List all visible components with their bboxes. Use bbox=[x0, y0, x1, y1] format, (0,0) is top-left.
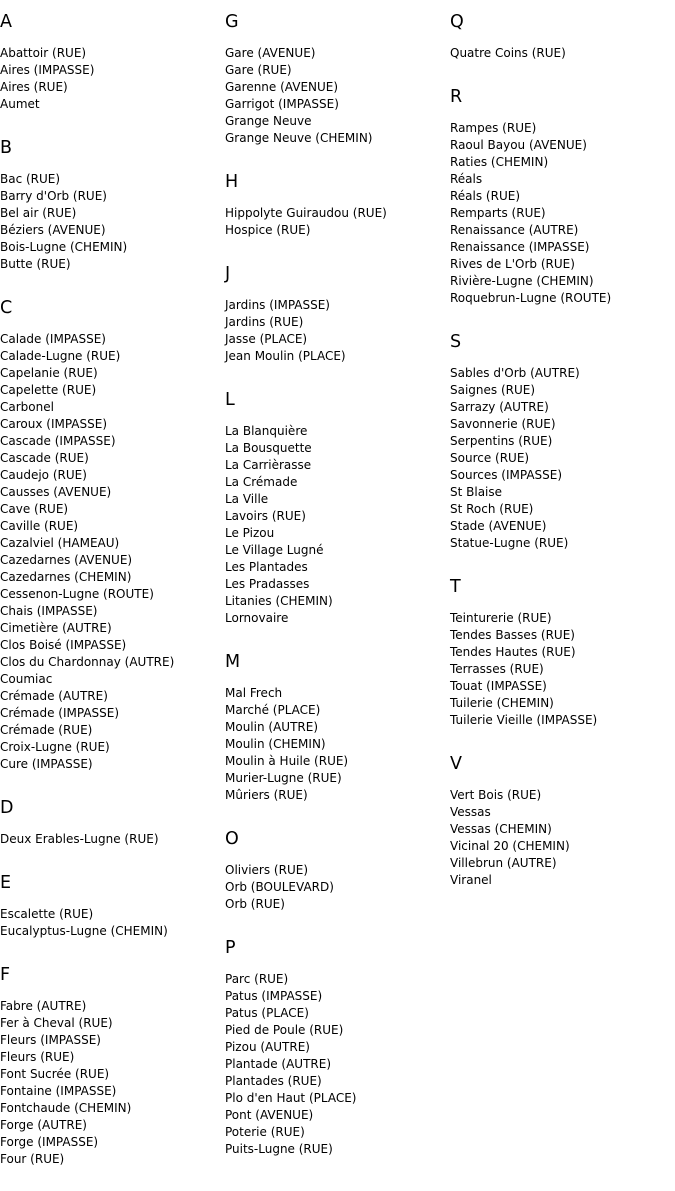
street-item: Sarrazy (AUTRE) bbox=[450, 400, 549, 414]
street-item: Serpentins (RUE) bbox=[450, 434, 553, 448]
street-list bbox=[0, 171, 225, 273]
street-item: Touat (IMPASSE) bbox=[450, 679, 547, 693]
letter-section bbox=[450, 575, 675, 729]
street-item: Plantades (RUE) bbox=[225, 1074, 322, 1088]
street-item: Pizou (AUTRE) bbox=[225, 1040, 310, 1054]
letter-section bbox=[0, 136, 225, 273]
letter-section bbox=[225, 262, 450, 365]
street-item: Bac (RUE) bbox=[0, 172, 61, 186]
letter-heading: A bbox=[0, 12, 12, 32]
street-item: La Blanquière bbox=[225, 424, 308, 438]
letter-heading: R bbox=[450, 87, 463, 107]
street-item: Patus (IMPASSE) bbox=[225, 989, 323, 1003]
street-list bbox=[450, 120, 675, 307]
street-list bbox=[225, 205, 450, 239]
street-list bbox=[0, 998, 225, 1168]
street-item: Moulin (CHEMIN) bbox=[225, 737, 326, 751]
street-item: Rives de L'Orb (RUE) bbox=[450, 257, 575, 271]
street-item: Patus (PLACE) bbox=[225, 1006, 309, 1020]
street-list bbox=[225, 45, 450, 147]
letter-heading: Q bbox=[450, 12, 464, 32]
street-item: Croix-Lugne (RUE) bbox=[0, 740, 110, 754]
street-item: Caville (RUE) bbox=[0, 519, 79, 533]
street-item: Clos Boisé (IMPASSE) bbox=[0, 638, 127, 652]
street-item: Statue-Lugne (RUE) bbox=[450, 536, 569, 550]
street-item: Gare (AVENUE) bbox=[225, 46, 316, 60]
street-item: Saignes (RUE) bbox=[450, 383, 536, 397]
street-item: Le Pizou bbox=[225, 526, 275, 540]
letter-heading: L bbox=[225, 390, 235, 410]
street-item: Lavoirs (RUE) bbox=[225, 509, 306, 523]
letter-section bbox=[0, 963, 225, 1168]
street-item: Moulin (AUTRE) bbox=[225, 720, 318, 734]
letter-section bbox=[450, 10, 675, 62]
letter-section bbox=[225, 936, 450, 1158]
street-item: Gare (RUE) bbox=[225, 63, 292, 77]
street-item: Raties (CHEMIN) bbox=[450, 155, 549, 169]
street-column-1 bbox=[0, 10, 225, 1191]
street-item: Renaissance (AUTRE) bbox=[450, 223, 579, 237]
street-item: Fontchaude (CHEMIN) bbox=[0, 1101, 132, 1115]
street-item: Deux Erables-Lugne (RUE) bbox=[0, 832, 159, 846]
street-item: Plantade (AUTRE) bbox=[225, 1057, 332, 1071]
street-item: Réals bbox=[450, 172, 483, 186]
street-item: Parc (RUE) bbox=[225, 972, 289, 986]
street-item: Fleurs (IMPASSE) bbox=[0, 1033, 101, 1047]
letter-section bbox=[225, 650, 450, 804]
street-item: Teinturerie (RUE) bbox=[450, 611, 552, 625]
street-item: Jean Moulin (PLACE) bbox=[225, 349, 346, 363]
letter-heading: M bbox=[225, 652, 241, 672]
street-item: Mûriers (RUE) bbox=[225, 788, 308, 802]
letter-heading: D bbox=[0, 798, 14, 818]
street-item: Cazedarnes (AVENUE) bbox=[0, 553, 133, 567]
street-list bbox=[450, 45, 675, 62]
letter-section bbox=[450, 330, 675, 552]
street-item: Orb (BOULEVARD) bbox=[225, 880, 334, 894]
street-item: Fontaine (IMPASSE) bbox=[0, 1084, 117, 1098]
letter-heading: S bbox=[450, 332, 462, 352]
street-list bbox=[450, 787, 675, 889]
street-item: La Carrièrasse bbox=[225, 458, 312, 472]
street-item: Cazalviel (HAMEAU) bbox=[0, 536, 120, 550]
street-column-3 bbox=[450, 10, 675, 912]
street-list bbox=[0, 831, 225, 848]
street-item: Béziers (AVENUE) bbox=[0, 223, 106, 237]
street-item: La Bousquette bbox=[225, 441, 312, 455]
street-item: Les Pradasses bbox=[225, 577, 310, 591]
letter-section bbox=[225, 170, 450, 239]
street-item: Les Plantades bbox=[225, 560, 308, 574]
street-item: Cure (IMPASSE) bbox=[0, 757, 93, 771]
street-item: Aires (IMPASSE) bbox=[0, 63, 95, 77]
street-item: Sources (IMPASSE) bbox=[450, 468, 563, 482]
street-item: Grange Neuve (CHEMIN) bbox=[225, 131, 373, 145]
street-item: Orb (RUE) bbox=[225, 897, 285, 911]
street-list bbox=[225, 971, 450, 1158]
street-item: Clos du Chardonnay (AUTRE) bbox=[0, 655, 175, 669]
letter-section bbox=[0, 296, 225, 773]
street-item: Aires (RUE) bbox=[0, 80, 68, 94]
letter-heading: V bbox=[450, 754, 462, 774]
street-item: Cascade (IMPASSE) bbox=[0, 434, 116, 448]
letter-section bbox=[0, 10, 225, 113]
street-item: Viranel bbox=[450, 873, 492, 887]
street-item: Vessas bbox=[450, 805, 491, 819]
street-item: Cave (RUE) bbox=[0, 502, 69, 516]
street-list bbox=[225, 423, 450, 627]
street-item: Réals (RUE) bbox=[450, 189, 521, 203]
street-item: Sables d'Orb (AUTRE) bbox=[450, 366, 580, 380]
street-item: Crémade (RUE) bbox=[0, 723, 93, 737]
street-item: Capelette (RUE) bbox=[0, 383, 97, 397]
street-item: Four (RUE) bbox=[0, 1152, 65, 1166]
street-item: Rivière-Lugne (CHEMIN) bbox=[450, 274, 594, 288]
street-item: St Roch (RUE) bbox=[450, 502, 534, 516]
street-item: Poterie (RUE) bbox=[225, 1125, 305, 1139]
street-item: Hospice (RUE) bbox=[225, 223, 311, 237]
street-item: Pied de Poule (RUE) bbox=[225, 1023, 344, 1037]
street-list bbox=[0, 45, 225, 113]
street-item: Cazedarnes (CHEMIN) bbox=[0, 570, 132, 584]
street-item: Mal Frech bbox=[225, 686, 283, 700]
street-item: Calade (IMPASSE) bbox=[0, 332, 106, 346]
street-list bbox=[225, 297, 450, 365]
street-item: Tuilerie (CHEMIN) bbox=[450, 696, 554, 710]
street-item: Marché (PLACE) bbox=[225, 703, 321, 717]
letter-heading: T bbox=[450, 577, 461, 597]
letter-section bbox=[450, 752, 675, 889]
street-list bbox=[0, 331, 225, 773]
street-item: Butte (RUE) bbox=[0, 257, 71, 271]
street-item: Aumet bbox=[0, 97, 40, 111]
letter-heading: B bbox=[0, 138, 13, 158]
letter-heading: F bbox=[0, 965, 11, 985]
street-item: Chais (IMPASSE) bbox=[0, 604, 98, 618]
street-item: Lornovaire bbox=[225, 611, 289, 625]
street-item: Garenne (AVENUE) bbox=[225, 80, 339, 94]
street-item: Raoul Bayou (AVENUE) bbox=[450, 138, 587, 152]
street-item: La Crémade bbox=[225, 475, 298, 489]
letter-section bbox=[225, 10, 450, 147]
street-item: Escalette (RUE) bbox=[0, 907, 94, 921]
street-item: Cascade (RUE) bbox=[0, 451, 89, 465]
street-item: Crémade (AUTRE) bbox=[0, 689, 108, 703]
street-item: Forge (AUTRE) bbox=[0, 1118, 87, 1132]
street-item: Puits-Lugne (RUE) bbox=[225, 1142, 333, 1156]
street-item: Carbonel bbox=[0, 400, 54, 414]
letter-heading: C bbox=[0, 298, 13, 318]
street-item: Caudejo (RUE) bbox=[0, 468, 87, 482]
letter-section bbox=[0, 796, 225, 848]
street-item: Caroux (IMPASSE) bbox=[0, 417, 108, 431]
letter-heading: H bbox=[225, 172, 239, 192]
letter-section bbox=[225, 388, 450, 627]
street-item: Tuilerie Vieille (IMPASSE) bbox=[450, 713, 598, 727]
street-item: Roquebrun-Lugne (ROUTE) bbox=[450, 291, 612, 305]
street-item: St Blaise bbox=[450, 485, 503, 499]
street-item: Cessenon-Lugne (ROUTE) bbox=[0, 587, 154, 601]
street-item: Forge (IMPASSE) bbox=[0, 1135, 99, 1149]
street-item: Rampes (RUE) bbox=[450, 121, 537, 135]
street-item: Vert Bois (RUE) bbox=[450, 788, 542, 802]
street-item: Fleurs (RUE) bbox=[0, 1050, 75, 1064]
letter-heading: J bbox=[225, 264, 231, 284]
street-list bbox=[450, 610, 675, 729]
street-item: Fer à Cheval (RUE) bbox=[0, 1016, 113, 1030]
street-item: Grange Neuve bbox=[225, 114, 312, 128]
street-item: Renaissance (IMPASSE) bbox=[450, 240, 590, 254]
street-item: Crémade (IMPASSE) bbox=[0, 706, 120, 720]
street-item: Coumiac bbox=[0, 672, 53, 686]
street-item: Tendes Hautes (RUE) bbox=[450, 645, 576, 659]
street-item: Vessas (CHEMIN) bbox=[450, 822, 552, 836]
street-item: Jardins (IMPASSE) bbox=[225, 298, 330, 312]
street-item: Garrigot (IMPASSE) bbox=[225, 97, 339, 111]
street-item: Oliviers (RUE) bbox=[225, 863, 308, 877]
street-item: Litanies (CHEMIN) bbox=[225, 594, 333, 608]
street-item: Le Village Lugné bbox=[225, 543, 324, 557]
street-item: Jasse (PLACE) bbox=[225, 332, 308, 346]
letter-heading: P bbox=[225, 938, 236, 958]
street-column-2 bbox=[225, 10, 450, 1181]
letter-heading: G bbox=[225, 12, 239, 32]
street-item: Moulin à Huile (RUE) bbox=[225, 754, 349, 768]
street-list bbox=[225, 862, 450, 913]
street-item: La Ville bbox=[225, 492, 269, 506]
street-item: Murier-Lugne (RUE) bbox=[225, 771, 342, 785]
letter-heading: O bbox=[225, 829, 239, 849]
letter-section bbox=[225, 827, 450, 913]
street-item: Stade (AVENUE) bbox=[450, 519, 547, 533]
street-item: Causses (AVENUE) bbox=[0, 485, 112, 499]
street-item: Barry d'Orb (RUE) bbox=[0, 189, 107, 203]
street-item: Eucalyptus-Lugne (CHEMIN) bbox=[0, 924, 168, 938]
letter-section bbox=[0, 871, 225, 940]
letter-heading: E bbox=[0, 873, 12, 893]
street-item: Jardins (RUE) bbox=[225, 315, 304, 329]
street-item: Terrasses (RUE) bbox=[450, 662, 544, 676]
street-list bbox=[225, 685, 450, 804]
street-item: Remparts (RUE) bbox=[450, 206, 546, 220]
street-item: Vicinal 20 (CHEMIN) bbox=[450, 839, 570, 853]
street-item: Quatre Coins (RUE) bbox=[450, 46, 566, 60]
street-list bbox=[450, 365, 675, 552]
street-item: Font Sucrée (RUE) bbox=[0, 1067, 110, 1081]
street-item: Fabre (AUTRE) bbox=[0, 999, 87, 1013]
street-list bbox=[0, 906, 225, 940]
street-item: Bois-Lugne (CHEMIN) bbox=[0, 240, 128, 254]
street-item: Pont (AVENUE) bbox=[225, 1108, 314, 1122]
street-item: Source (RUE) bbox=[450, 451, 530, 465]
street-item: Bel air (RUE) bbox=[0, 206, 77, 220]
street-item: Plo d'en Haut (PLACE) bbox=[225, 1091, 357, 1105]
street-item: Calade-Lugne (RUE) bbox=[0, 349, 121, 363]
street-item: Abattoir (RUE) bbox=[0, 46, 87, 60]
street-item: Cimetière (AUTRE) bbox=[0, 621, 112, 635]
letter-section bbox=[450, 85, 675, 307]
street-item: Capelanie (RUE) bbox=[0, 366, 98, 380]
street-item: Savonnerie (RUE) bbox=[450, 417, 556, 431]
street-item: Hippolyte Guiraudou (RUE) bbox=[225, 206, 387, 220]
street-item: Tendes Basses (RUE) bbox=[450, 628, 575, 642]
street-item: Villebrun (AUTRE) bbox=[450, 856, 557, 870]
